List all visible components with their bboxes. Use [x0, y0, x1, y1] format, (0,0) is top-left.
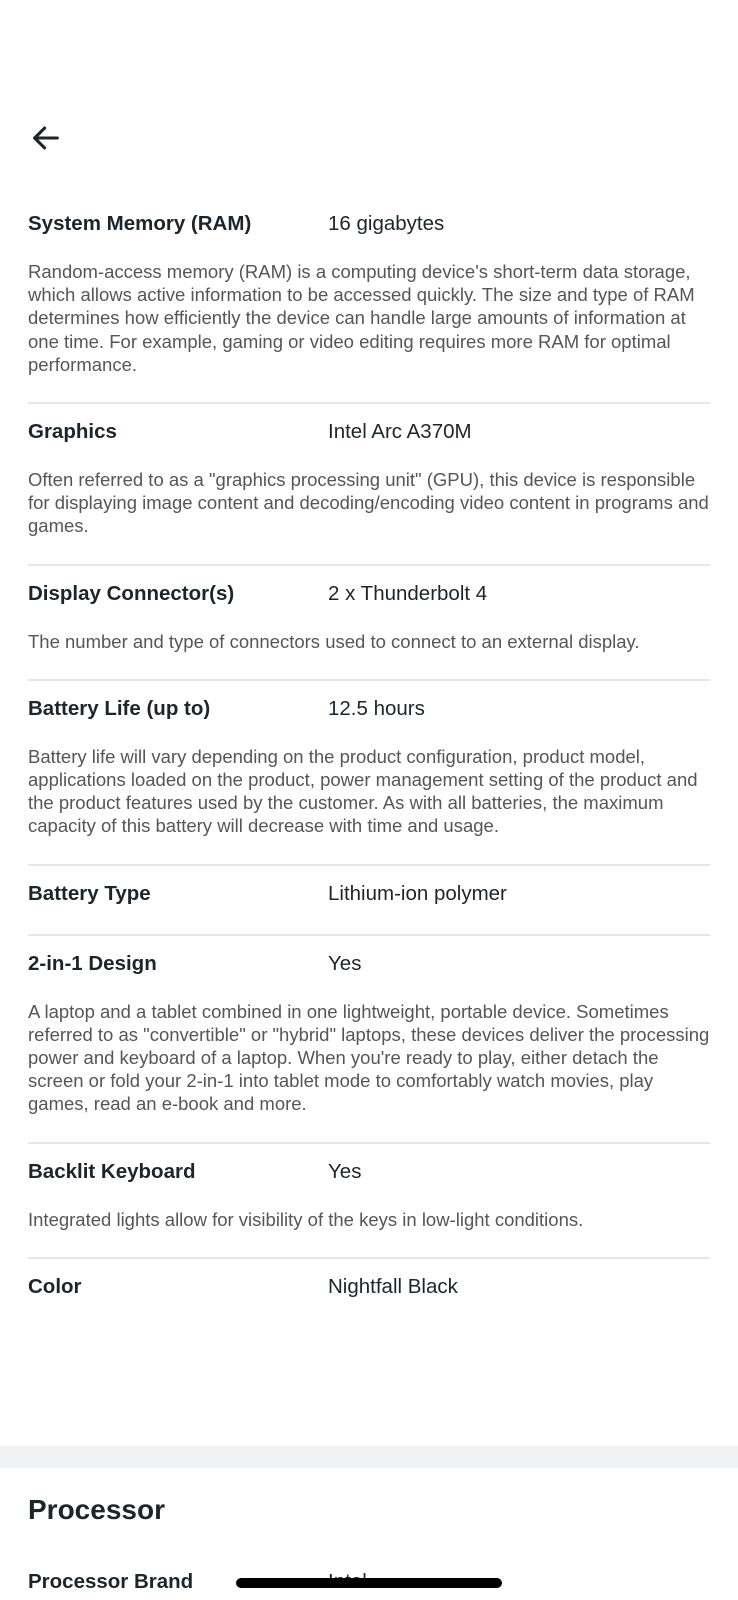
- spec-label: Color: [28, 1274, 82, 1298]
- spec-description: Battery life will vary depending on the product configuration, product model, applications loaded on the product, power management setting of the product and the product features used by the customer. As with all batteries, the maximum capacity of this battery will decrease with time and usage.: [28, 745, 698, 837]
- spec-value: Lithium-ion polymer: [328, 881, 507, 905]
- spec-graphics: [28, 404, 710, 566]
- back-button[interactable]: [26, 118, 66, 158]
- spec-system-memory: [28, 196, 710, 404]
- spec-description: Often referred to as a "graphics processing unit" (GPU), this device is responsible for displaying image content and decoding/encoding video content in programs and games.: [28, 469, 709, 537]
- spec-value: Intel Arc A370M: [328, 420, 472, 444]
- spec-battery-life: [28, 681, 710, 866]
- spec-label: Backlit Keyboard: [28, 1159, 196, 1183]
- spec-value: 12.5 hours: [328, 696, 425, 720]
- spec-label: Battery Type: [28, 881, 151, 905]
- spec-label: Processor Brand: [28, 1570, 194, 1593]
- spec-label: System Memory (RAM): [28, 212, 252, 235]
- spec-description: Integrated lights allow for visibility of the keys in low-light conditions.: [28, 1208, 584, 1230]
- spec-2in1-design: [28, 936, 710, 1144]
- spec-backlit-keyboard: [28, 1144, 710, 1259]
- spec-value: 2 x Thunderbolt 4: [328, 581, 488, 605]
- spec-value: Nightfall Black: [328, 1274, 458, 1298]
- spec-battery-type: [28, 866, 710, 936]
- section-divider: [0, 1446, 738, 1468]
- specifications-list: [28, 196, 710, 1327]
- home-indicator[interactable]: [236, 1578, 502, 1588]
- spec-color: [28, 1259, 710, 1327]
- spec-description: A laptop and a tablet combined in one lightweight, portable device. Sometimes referred to as "convertible" or "hybrid" laptops, these devices deliver the processing power and keyboard of a laptop. When you're ready to play, either detach the screen or fold your 2-in-1 into tablet mode to comfortably watch movies, play games, read an e-book and more.: [28, 1000, 710, 1115]
- spec-value: Yes: [328, 1159, 362, 1183]
- spec-label: 2-in-1 Design: [28, 951, 157, 975]
- spec-description: The number and type of connectors used to connect to an external display.: [28, 630, 640, 652]
- spec-description: Random-access memory (RAM) is a computing device's short-term data storage, which allows active information to be accessed quickly. The size and type of RAM determines how efficiently the device can handle large amounts of information at one time. For example, gaming or video editing requires more RAM for optimal performance.: [28, 261, 695, 375]
- arrow-left-icon: [29, 121, 63, 155]
- spec-value: 16 gigabytes: [328, 212, 445, 235]
- spec-label: Graphics: [28, 420, 117, 444]
- status-bar-area: [0, 0, 738, 110]
- section-title-processor: Processor: [28, 1494, 165, 1525]
- spec-label: Battery Life (up to): [28, 696, 211, 720]
- spec-label: Display Connector(s): [28, 581, 235, 605]
- spec-display-connectors: [28, 566, 710, 681]
- spec-value: Yes: [328, 951, 362, 975]
